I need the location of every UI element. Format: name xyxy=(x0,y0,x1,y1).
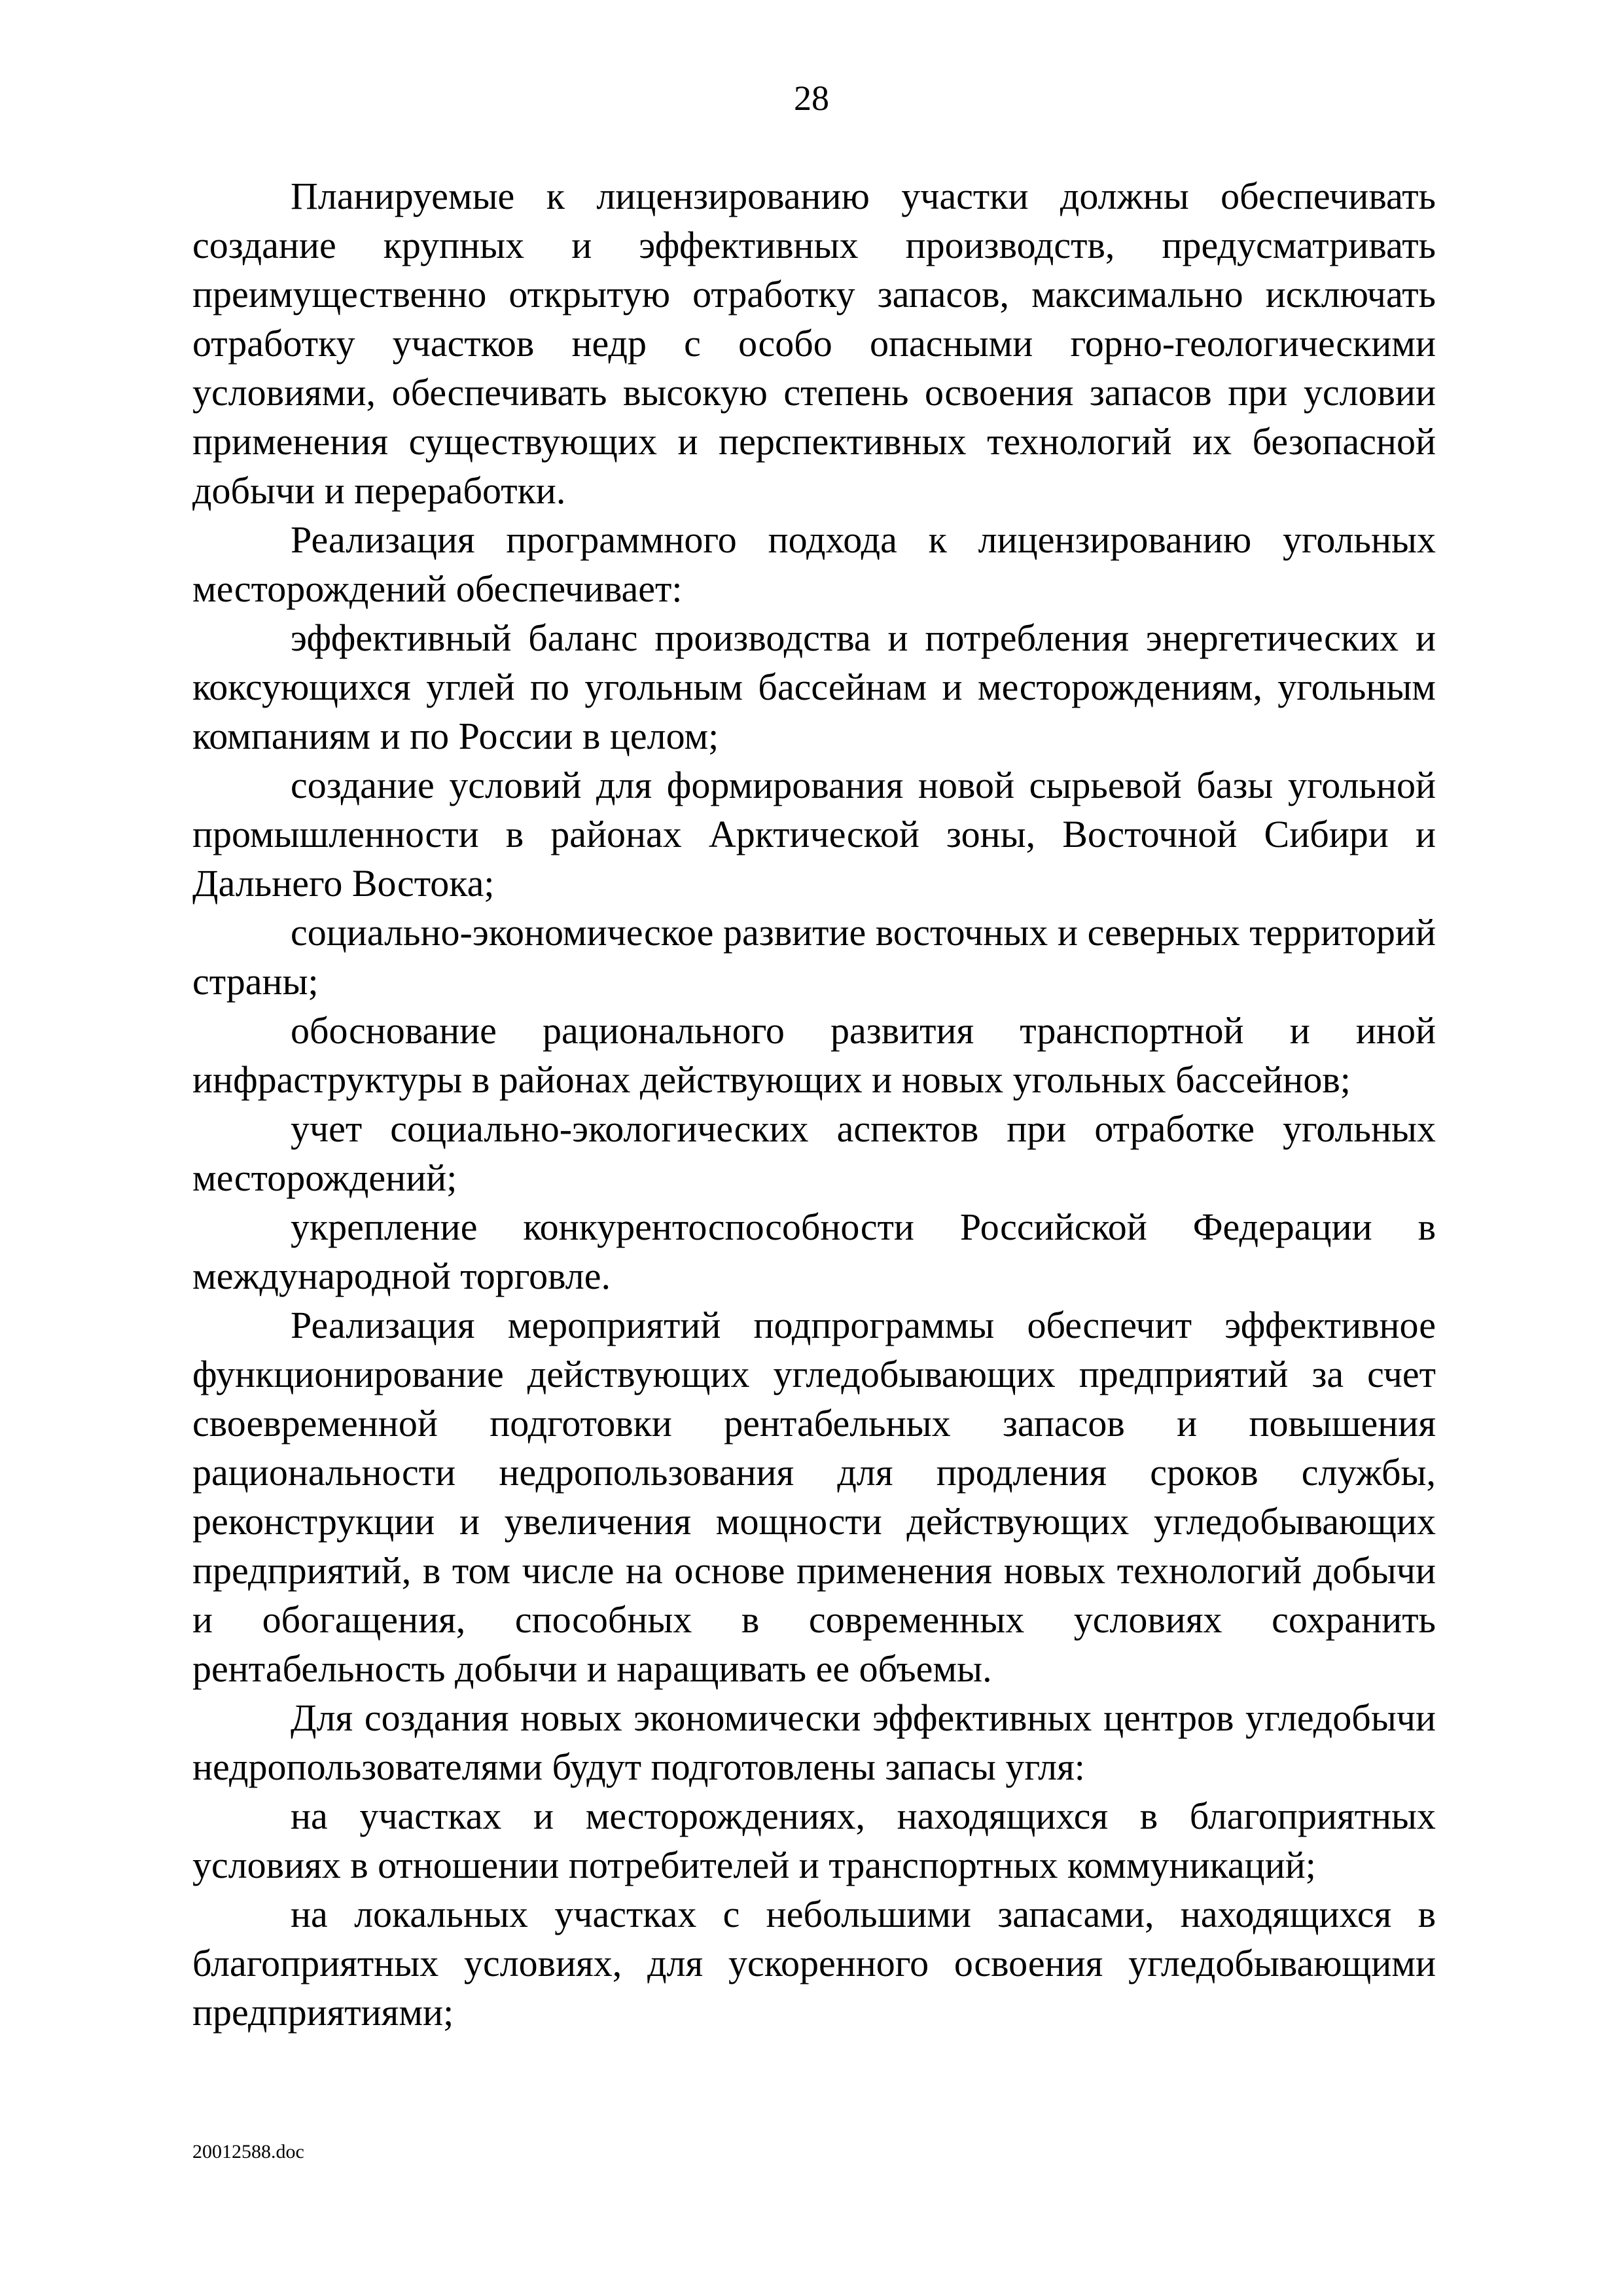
paragraph: Планируемые к лицензированию участки должны обеспечивать создание крупных и эффективных производств, предусматривать преимущественно открытую отработку запасов, максимально исключать отработку участков недр с особо опасными горно-геологическими условиями, обеспечивать высокую степень освоения запасов при условии применения существующих и перспективных технологий их безопасной добычи и переработки. xyxy=(192,175,1436,512)
list-item: социально-экономическое развитие восточных и северных территорий страны; xyxy=(192,911,1436,1003)
paragraph: Для создания новых экономически эффективных центров угледобычи недропользователями будут подготовлены запасы угля: xyxy=(192,1696,1436,1788)
list-item: на локальных участках с небольшими запасами, находящихся в благоприятных условиях, для ускоренного освоения угледобывающими предприятиями; xyxy=(192,1893,1436,2034)
list-item: создание условий для формирования новой сырьевой базы угольной промышленности в районах Арктической зоны, Восточной Сибири и Дальнего Востока; xyxy=(192,764,1436,905)
list-item: укрепление конкурентоспособности Российской Федерации в международной торговле. xyxy=(192,1206,1436,1297)
list-item: на участках и месторождениях, находящихся в благоприятных условиях в отношении потребителей и транспортных коммуникаций; xyxy=(192,1795,1436,1886)
list-item: эффективный баланс производства и потребления энергетических и коксующихся углей по угольным бассейнам и месторождениям, угольным компаниям и по России в целом; xyxy=(192,617,1436,757)
footer-filename: 20012588.doc xyxy=(192,2141,304,2162)
list-item: учет социально-экологических аспектов при отработке угольных месторождений; xyxy=(192,1107,1436,1199)
document-body xyxy=(192,171,1436,2037)
page-number: 28 xyxy=(794,79,829,118)
paragraph: Реализация мероприятий подпрограммы обеспечит эффективное функционирование действующих угледобывающих предприятий за счет своевременной подготовки рентабельных запасов и повышения рациональности недропользования для продления сроков службы, реконструкции и увеличения мощности действующих угледобывающих предприятий, в том числе на основе применения новых технологий добычи и обогащения, способных в современных условиях сохранить рентабельность добычи и наращивать ее объемы. xyxy=(192,1304,1436,1690)
paragraph: Реализация программного подхода к лицензированию угольных месторождений обеспечивает: xyxy=(192,518,1436,610)
list-item: обоснование рационального развития транспортной и иной инфраструктуры в районах действующих и новых угольных бассейнов; xyxy=(192,1009,1436,1101)
